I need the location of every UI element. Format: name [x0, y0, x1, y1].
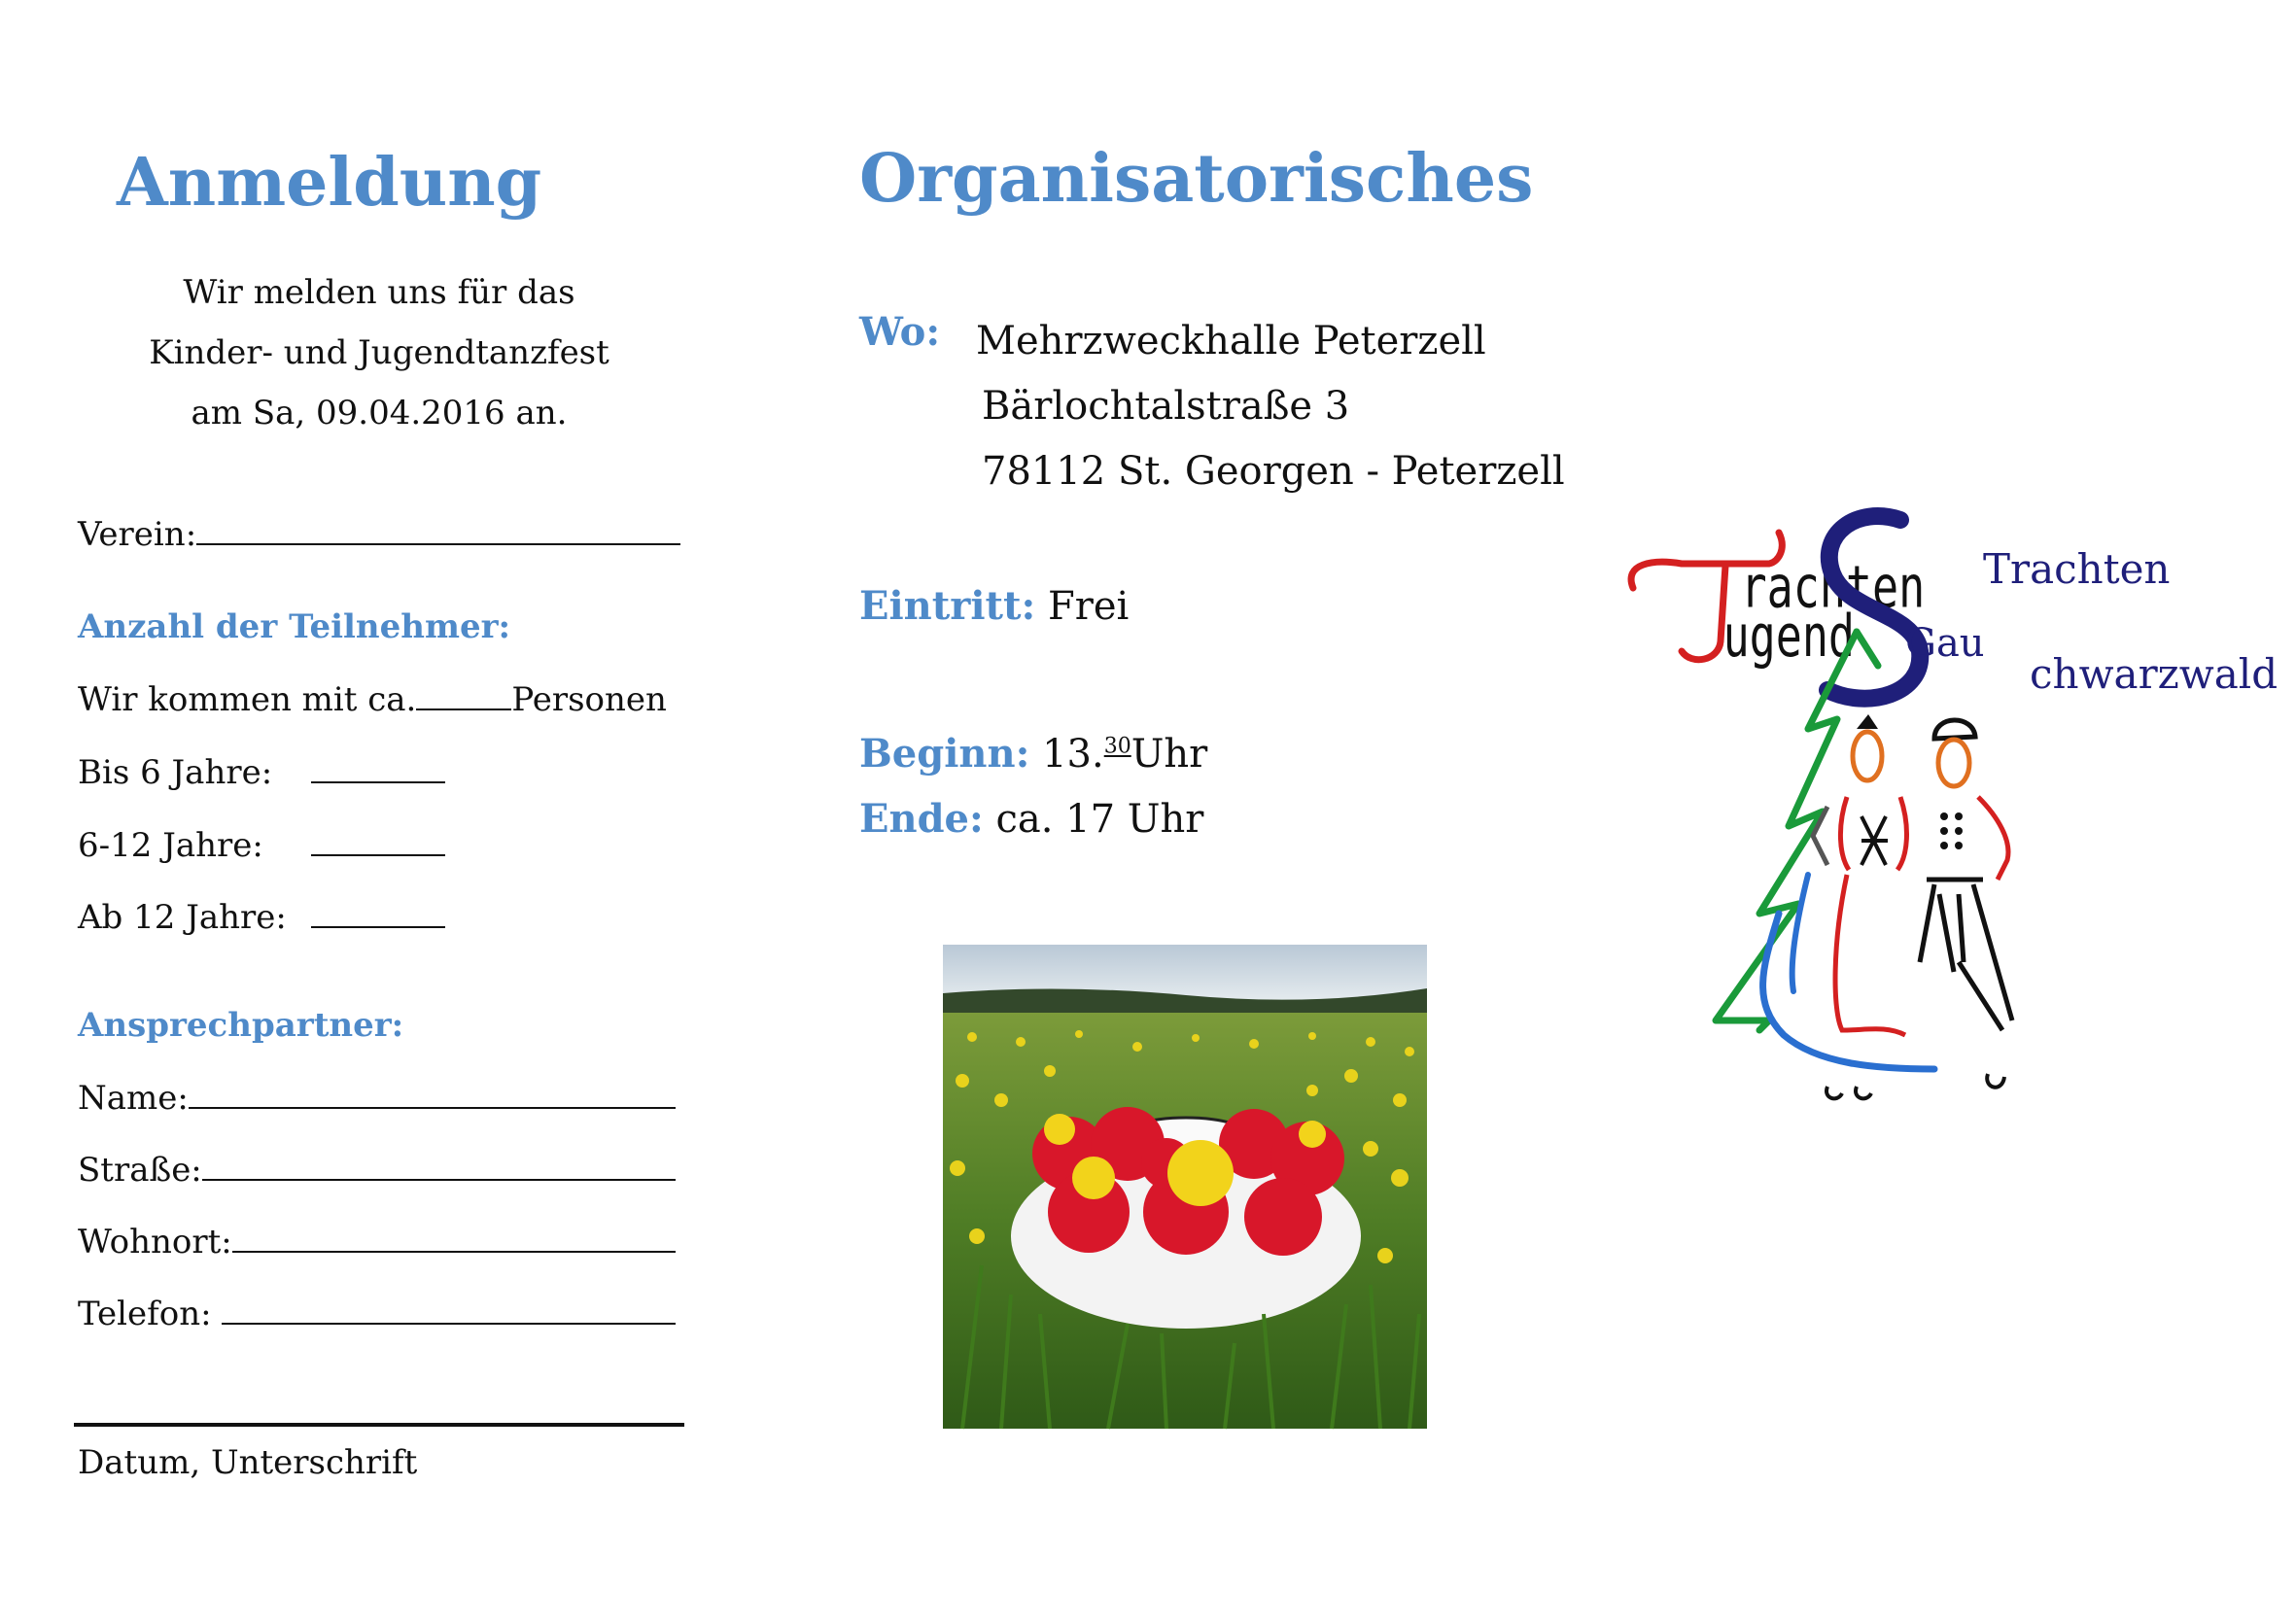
- club-input-line[interactable]: [196, 542, 680, 545]
- where-address: [976, 309, 1565, 504]
- organisation-title: Organisatorisches: [859, 140, 1534, 218]
- entry-row: [859, 583, 1129, 629]
- contact-label: Telefon:: [78, 1295, 212, 1333]
- logo-gau: Gau: [1905, 621, 1985, 666]
- persons-count-line[interactable]: [416, 708, 511, 710]
- age-group-row: [78, 826, 445, 865]
- signature-line[interactable]: [74, 1423, 684, 1427]
- age-group-label: 6-12 Jahre:: [78, 826, 263, 865]
- age-group-label: Bis 6 Jahre:: [78, 753, 273, 792]
- contact-label: Name:: [78, 1079, 189, 1118]
- start-hour: 13.: [1042, 732, 1104, 777]
- contact-field-city[interactable]: [78, 1223, 676, 1261]
- contact-input-line[interactable]: [232, 1250, 676, 1253]
- age-group-row: [78, 753, 445, 792]
- participants-count-row: [78, 680, 667, 719]
- address-line-1: Mehrzweckhalle Peterzell: [976, 319, 1486, 363]
- logo-trachten-left: rachten: [1740, 552, 1926, 622]
- intro-line-2: Kinder- und Jugendtanzfest: [149, 333, 609, 372]
- contact-label: Straße:: [78, 1151, 202, 1190]
- logo-schwarzwald: chwarzwald: [2030, 650, 2279, 698]
- participants-heading: Anzahl der Teilnehmer:: [78, 607, 511, 646]
- address-line-2: Bärlochtalstraße 3: [982, 384, 1350, 429]
- registration-intro: [136, 262, 622, 443]
- start-label: Beginn:: [859, 731, 1030, 777]
- start-unit: Uhr: [1131, 732, 1208, 777]
- contact-heading: Ansprechpartner:: [78, 1006, 404, 1045]
- coming-prefix: Wir kommen mit ca.: [78, 680, 417, 719]
- meadow-photo: [943, 945, 1427, 1429]
- logo-drawing: [1623, 505, 2279, 1127]
- end-row: [859, 796, 1203, 842]
- trachtengau-logo: [1623, 505, 2279, 1127]
- signature-label: Datum, Unterschrift: [78, 1443, 418, 1482]
- end-value: ca. 17 Uhr: [995, 797, 1204, 842]
- entry-value: Frei: [1047, 584, 1130, 629]
- club-field[interactable]: [78, 515, 680, 554]
- logo-trachten-right: Trachten: [1983, 545, 2171, 593]
- intro-line-3: am Sa, 09.04.2016 an.: [191, 394, 568, 432]
- age-group-line[interactable]: [311, 780, 445, 783]
- contact-input-line[interactable]: [202, 1178, 676, 1181]
- entry-label: Eintritt:: [859, 583, 1036, 629]
- age-group-row: [78, 898, 445, 937]
- coming-suffix: Personen: [511, 680, 667, 719]
- contact-field-phone[interactable]: [78, 1295, 676, 1333]
- age-group-line[interactable]: [311, 853, 445, 856]
- logo-jugend: ugend: [1722, 602, 1856, 671]
- contact-field-street[interactable]: [78, 1151, 676, 1190]
- intro-line-1: Wir melden uns für das: [183, 273, 575, 312]
- age-group-label: Ab 12 Jahre:: [78, 898, 287, 937]
- club-label: Verein:: [78, 515, 197, 554]
- where-label-text: Wo:: [859, 309, 941, 355]
- contact-field-name[interactable]: [78, 1079, 676, 1118]
- where-label: [859, 309, 940, 355]
- start-row: [859, 731, 1207, 777]
- registration-title: Anmeldung: [117, 144, 542, 222]
- age-group-line[interactable]: [311, 925, 445, 928]
- contact-label: Wohnort:: [78, 1223, 232, 1261]
- bollenhut-meadow-image: [943, 945, 1427, 1429]
- start-minutes: 30: [1103, 734, 1131, 759]
- end-label: Ende:: [859, 796, 984, 842]
- contact-input-line[interactable]: [222, 1322, 676, 1325]
- contact-input-line[interactable]: [189, 1106, 676, 1109]
- address-line-3: 78112 St. Georgen - Peterzell: [982, 449, 1565, 494]
